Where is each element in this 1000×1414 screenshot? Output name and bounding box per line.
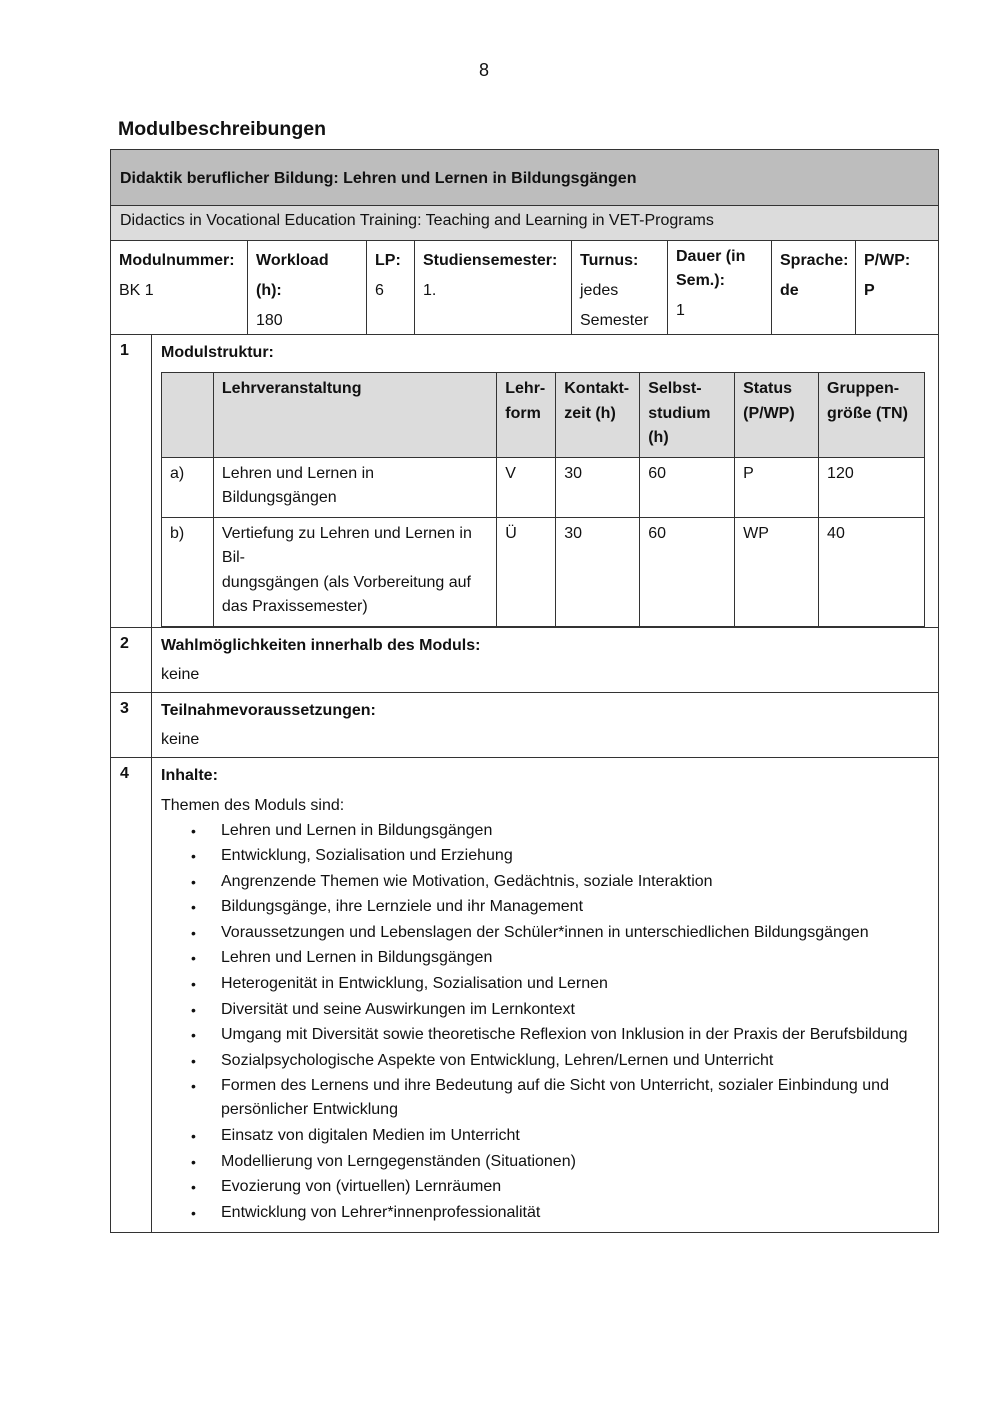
info-label: Studiensemester:	[423, 252, 558, 269]
bullet-icon: •	[191, 873, 196, 890]
info-label: Workload (h):	[256, 252, 329, 299]
section-modulstruktur	[111, 335, 938, 628]
table-header: Status (P/WP)	[735, 373, 819, 458]
list-item: • Modellierung von Lerngegenständen (Situationen)	[161, 1150, 929, 1174]
bullet-icon: •	[191, 1204, 196, 1221]
structure-table	[161, 372, 925, 627]
section-inhalte	[111, 758, 938, 1232]
list-item: • Voraussetzungen und Lebenslagen der Schüler*innen in unterschiedlichen Bildungsgängen	[161, 921, 929, 945]
section-number: 1	[111, 335, 152, 627]
list-item: • Umgang mit Diversität sowie theoretische Reflexion von Inklusion in der Praxis der Berufsbildung	[161, 1023, 929, 1047]
table-cell: 60	[640, 517, 735, 626]
section-number: 2	[111, 628, 152, 692]
module-title: Didaktik beruflicher Bildung: Lehren und Lernen in Bildungsgängen	[111, 150, 938, 206]
info-value: de	[780, 282, 799, 299]
list-item: • Evozierung von (virtuellen) Lernräumen	[161, 1175, 929, 1199]
section-body	[152, 758, 938, 1232]
section-title: Modulstruktur:	[161, 344, 274, 361]
info-label: Sprache:	[780, 252, 849, 269]
section-title: Wahlmöglichkeiten innerhalb des Moduls:	[161, 636, 481, 654]
table-header: Lehrveranstaltung	[213, 373, 496, 458]
themes-intro: Themen des Moduls sind:	[161, 796, 345, 814]
section-text: keine	[161, 665, 200, 683]
list-item: • Diversität und seine Auswirkungen im Lernkontext	[161, 998, 929, 1022]
info-label: Sem.):	[676, 272, 725, 289]
table-cell: b)	[162, 517, 214, 626]
table-cell: 120	[819, 457, 925, 517]
info-workload	[248, 241, 367, 334]
section-text: keine	[161, 730, 200, 748]
table-cell: V	[497, 457, 556, 517]
table-cell: WP	[735, 517, 819, 626]
bullet-icon: •	[191, 1052, 196, 1069]
list-item: • Sozialpsychologische Aspekte von Entwicklung, Lehren/Lernen und Unterricht	[161, 1049, 929, 1073]
page-number: 8	[478, 60, 489, 80]
info-dauer	[668, 241, 772, 334]
table-header-id	[162, 373, 214, 458]
info-pwp	[856, 241, 938, 334]
table-row	[162, 457, 925, 517]
bullet-icon: •	[191, 976, 196, 993]
info-value: 1	[676, 302, 685, 319]
info-label: LP:	[375, 252, 401, 269]
info-value: P	[864, 282, 875, 299]
list-item: • Angrenzende Themen wie Motivation, Gedächtnis, soziale Interaktion	[161, 870, 929, 894]
section-number: 4	[111, 758, 152, 1232]
bullet-icon: •	[191, 1153, 196, 1170]
bullet-icon: •	[191, 1001, 196, 1018]
section-number: 3	[111, 693, 152, 757]
bullet-icon: •	[191, 1179, 196, 1196]
list-item: • Entwicklung von Lehrer*innenprofessionalität	[161, 1201, 929, 1225]
section-title: Teilnahmevoraussetzungen:	[161, 701, 376, 719]
section-body	[152, 335, 938, 627]
table-cell: 60	[640, 457, 735, 517]
themes-list	[161, 819, 929, 1225]
table-cell: 30	[556, 517, 640, 626]
table-header: Kontakt- zeit (h)	[556, 373, 640, 458]
bullet-icon: •	[191, 899, 196, 916]
info-modulnummer	[111, 241, 248, 334]
table-cell: 40	[819, 517, 925, 626]
table-header: Selbst- studium (h)	[640, 373, 735, 458]
table-cell: Ü	[497, 517, 556, 626]
list-item: • Heterogenität in Entwicklung, Sozialisation und Lernen	[161, 972, 929, 996]
info-value: Semester	[580, 312, 649, 329]
table-cell: Vertiefung zu Lehren und Lernen in Bil- dungsgängen (als Vorbereitung auf das Praxissemester)	[213, 517, 496, 626]
table-row	[162, 517, 925, 626]
module-description-table	[110, 149, 939, 1233]
info-label: P/WP:	[864, 252, 911, 269]
info-sprache	[772, 241, 856, 334]
info-studiensemester	[415, 241, 572, 334]
module-info-row	[111, 241, 938, 335]
list-item: • Bildungsgänge, ihre Lernziele und ihr Management	[161, 895, 929, 919]
bullet-icon: •	[191, 1027, 196, 1044]
list-item: • Formen des Lernens und ihre Bedeutung auf die Sicht von Unterricht, sozialer Einbindung und persönlicher Entwicklung	[161, 1074, 929, 1122]
info-value: 6	[375, 282, 384, 299]
section-teilnahmevoraussetzungen	[111, 693, 938, 758]
info-label: Dauer (in	[676, 248, 746, 265]
list-item: • Lehren und Lernen in Bildungsgängen	[161, 819, 929, 843]
list-item: • Entwicklung, Sozialisation und Erziehung	[161, 844, 929, 868]
info-label: Turnus:	[580, 252, 639, 269]
bullet-icon: •	[191, 1128, 196, 1145]
table-cell: 30	[556, 457, 640, 517]
info-turnus	[572, 241, 668, 334]
bullet-icon: •	[191, 950, 196, 967]
section-title: Inhalte:	[161, 766, 218, 784]
table-cell: a)	[162, 457, 214, 517]
list-item: • Einsatz von digitalen Medien im Unterricht	[161, 1124, 929, 1148]
table-header: Gruppen- größe (TN)	[819, 373, 925, 458]
table-header-row	[162, 373, 925, 458]
info-lp	[367, 241, 415, 334]
bullet-icon: •	[191, 1078, 196, 1095]
info-value: BK 1	[119, 282, 154, 299]
list-item: • Lehren und Lernen in Bildungsgängen	[161, 946, 929, 970]
info-value: 1.	[423, 282, 437, 299]
info-label: Modulnummer:	[119, 252, 235, 269]
info-value: jedes	[580, 282, 619, 299]
section-body	[152, 693, 938, 757]
table-header: Lehr- form	[497, 373, 556, 458]
bullet-icon: •	[191, 822, 196, 839]
table-cell: Lehren und Lernen in Bildungsgängen	[213, 457, 496, 517]
section-wahlmoeglichkeiten	[111, 628, 938, 693]
page-title: Modulbeschreibungen	[118, 118, 327, 140]
bullet-icon: •	[191, 848, 196, 865]
table-cell: P	[735, 457, 819, 517]
section-body	[152, 628, 938, 692]
bullet-icon: •	[191, 924, 196, 941]
module-subtitle: Didactics in Vocational Education Training: Teaching and Learning in VET-Programs	[111, 206, 938, 241]
info-value: 180	[256, 312, 283, 329]
